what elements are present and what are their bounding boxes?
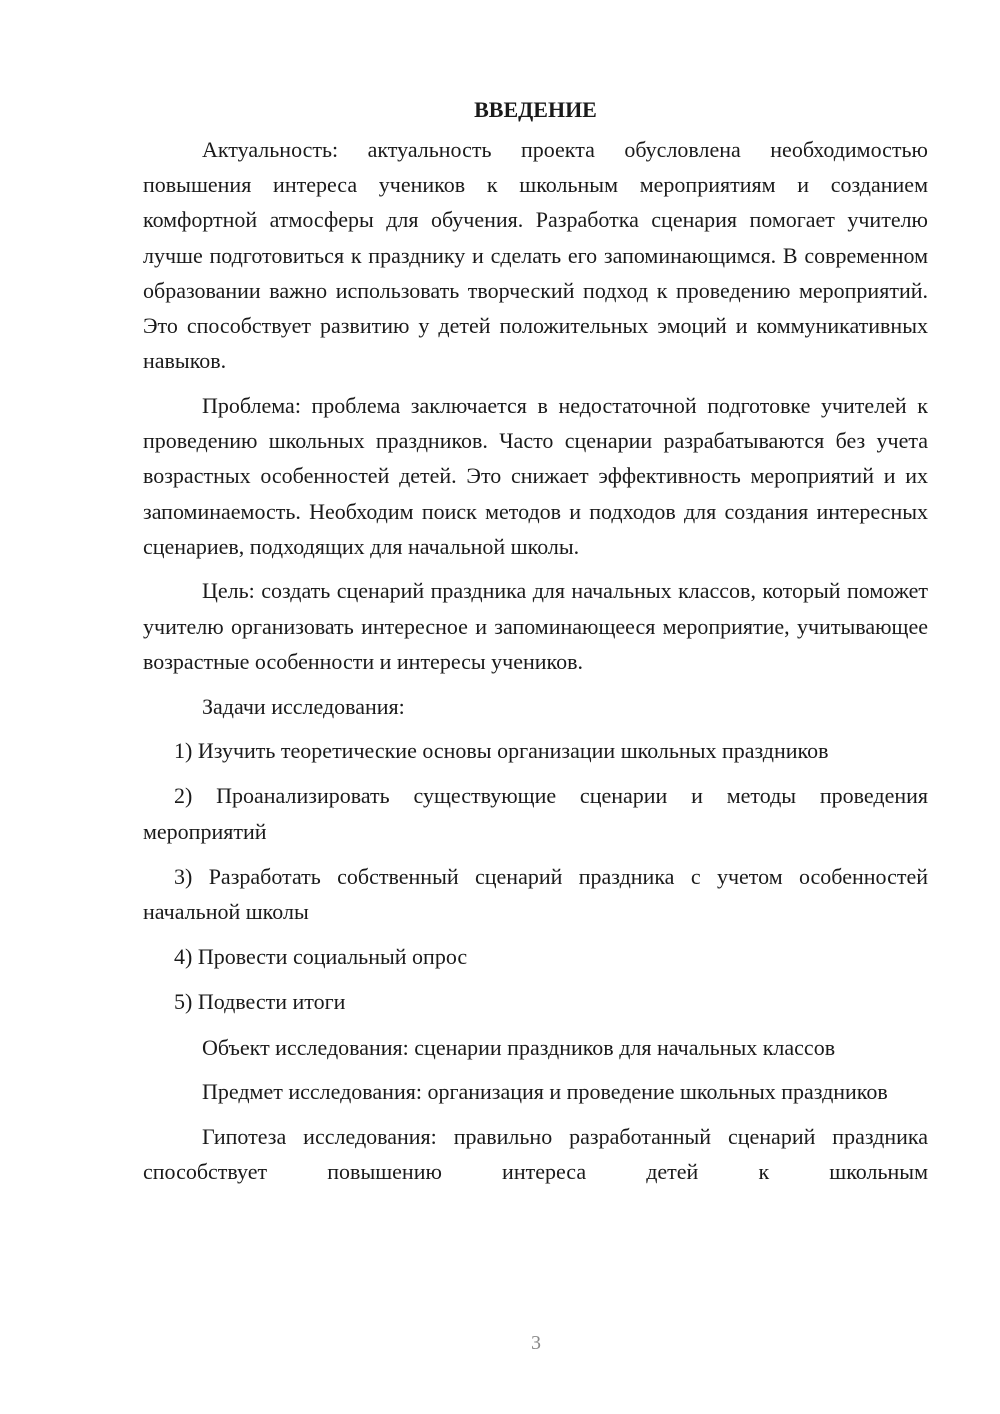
section-title: ВВЕДЕНИЕ: [474, 97, 597, 122]
tasks-heading: Задачи исследования:: [202, 693, 405, 719]
paragraph-subject: Предмет исследования: организация и проведение школьных праздников: [202, 1079, 888, 1105]
task-item-2: 2) Проанализировать существующие сценарии и методы проведения мероприятий: [143, 783, 928, 844]
task-item-1: 1) Изучить теоретические основы организации школьных праздников: [174, 738, 829, 764]
paragraph-goal: Цель: создать сценарий праздника для начальных классов, который поможет учителю организовать интересное и запоминающееся мероприятие, учитывающее возрастные особенности и интересы учеников.: [143, 578, 928, 674]
paragraph-hypothesis: Гипотеза исследования: правильно разработанный сценарий праздника способствует повышению интереса детей к школьным: [143, 1124, 928, 1185]
task-item-4: 4) Провести социальный опрос: [174, 944, 468, 970]
page-number: 3: [531, 1332, 541, 1354]
page-content: [143, 92, 928, 1199]
task-item-3: 3) Разработать собственный сценарий праздника с учетом особенностей начальной школы: [143, 863, 928, 925]
task-item-5: 5) Подвести итоги: [174, 989, 346, 1015]
paragraph-object: Объект исследования: сценарии праздников для начальных классов: [202, 1034, 836, 1060]
paragraph-problem: Проблема: проблема заключается в недостаточной подготовке учителей к проведению школьных праздников. Часто сценарии разрабатываются без учета возрастных особенностей детей. Это снижает эффективность мероприятий и их запоминаемость. Необходим поиск методов и подходов для создания интересных сценариев, подходящих для начальной школы.: [143, 392, 928, 559]
paragraph-relevance: Актуальность: актуальность проекта обусловлена необходимостью повышения интереса учеников к школьным мероприятиям и созданием комфортной атмосферы для обучения. Разработка сценария помогает учителю лучше подготовиться к празднику и сделать его запоминающимся. В современном образовании важно использовать творческий подход к проведению мероприятий. Это способствует развитию у детей положительных эмоций и коммуникативных навыков.: [143, 137, 928, 374]
